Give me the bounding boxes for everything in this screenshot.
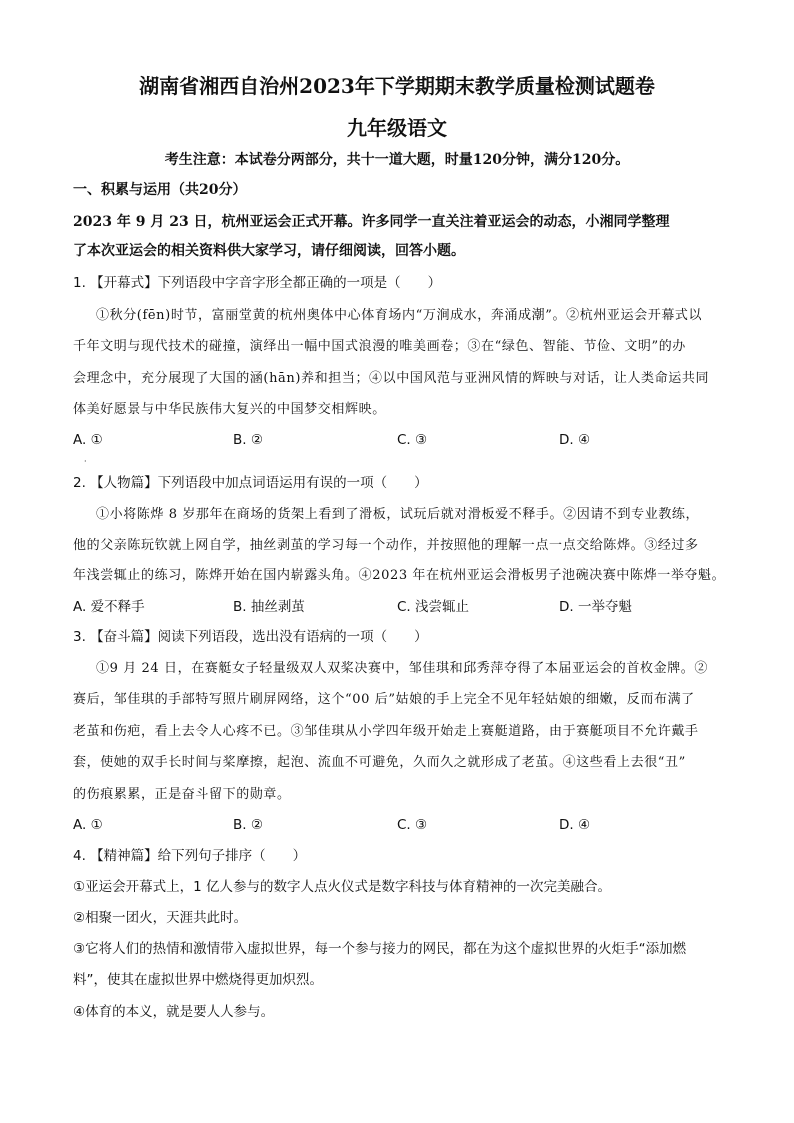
q1-options [73,430,733,450]
q1-passage-line: 会理念中，充分展现了大国的涵(hān)养和担当；④以中国风范与亚洲风情的辉映与对话，让人类命运共同 [73,371,710,386]
exam-title: 湖南省湘西自治州2023年下学期期末教学质量检测试题卷 [139,74,655,98]
q2-passage-line: 年浅尝辄止的练习，陈烨开始在国内崭露头角。④2023 年在杭州亚运会滑板男子池碗决赛中陈烨一举夺魁。 [73,568,726,583]
q4-sentence: 料”，使其在虚拟世界中燃烧得更加炽烈。 [73,972,323,988]
option-b: B. 抽丝剥茧 [233,599,305,615]
q3-passage-line: 套，使她的双手长时间与桨摩擦，起泡、流血不可避免，久而久之就形成了老茧。④这些看上去很“丑” [73,755,686,770]
q1-passage-line: 千年文明与现代技术的碰撞，演绎出一幅中国式浪漫的唯美画卷；③在“绿色、智能、节俭、文明”的办 [73,339,686,354]
option-a: A. 爱不释手 [73,599,145,615]
stray-dot: · [84,457,87,466]
q4-sentence: ③它将人们的热情和激情带入虚拟世界，每一个参与接力的网民，都在为这个虚拟世界的火炬手“添加燃 [73,941,687,957]
exam-notice: 考生注意：本试卷分两部分，共十一道大题，时量120分钟，满分120分。 [164,152,630,168]
exam-subtitle: 九年级语文 [347,116,447,140]
q4-sentence: ②相聚一团火，天涯共此时。 [73,910,248,926]
q3-passage-line: 老茧和伤疤，看上去令人心疼不已。③邹佳琪从小学四年级开始走上赛艇道路，由于赛艇项目不允许戴手 [73,724,699,739]
intro-line: 了本次亚运会的相关资料供大家学习，请仔细阅读，回答小题。 [73,243,465,259]
q2-passage-line: ①小将陈烨 8 岁那年在商场的货架上看到了滑板，试玩后就对滑板爱不释手。②因请不到专业教练， [96,507,700,522]
option-c: C. 浅尝辄止 [397,599,470,615]
option-d: D. ④ [559,817,591,833]
q4-sentence: ①亚运会开幕式上，1 亿人参与的数字人点火仪式是数字科技与体育精神的一次完美融合。 [73,879,611,895]
intro-line: 2023 年 9 月 23 日，杭州亚运会正式开幕。许多同学一直关注着亚运会的动态，小湘同学整理 [73,214,670,230]
option-a: A. ① [73,817,103,833]
option-d: D. ④ [559,432,591,448]
q2-options [73,597,733,617]
option-c: C. ③ [397,432,428,448]
option-a: A. ① [73,432,103,448]
option-b: B. ② [233,817,263,833]
question-1-stem: 1. 【开幕式】下列语段中字音字形全都正确的一项是（ ） [73,275,442,291]
question-2-stem: 2. 【人物篇】下列语段中加点词语运用有误的一项（ ） [73,475,428,491]
q4-sentence: ④体育的本义，就是要人人参与。 [73,1004,275,1020]
q3-options [73,815,733,835]
section-heading: 一、积累与运用（共20分） [73,182,247,198]
option-b: B. ② [233,432,263,448]
q1-passage-line: ①秋分(fēn)时节，富丽堂黄的杭州奥体中心体育场内“万涧成水，奔涌成潮”。②杭州亚运会开幕式以 [96,308,703,323]
question-3-stem: 3. 【奋斗篇】阅读下列语段，选出没有语病的一项（ ） [73,629,428,645]
q3-passage-line: ①9 月 24 日，在赛艇女子轻量级双人双桨决赛中，邹佳琪和邱秀萍夺得了本届亚运会的首枚金牌。② [96,661,709,676]
option-c: C. ③ [397,817,428,833]
question-4-stem: 4. 【精神篇】给下列句子排序（ ） [73,848,307,864]
q3-passage-line: 的伤痕累累，正是奋斗留下的勋章。 [73,787,291,802]
option-d: D. 一举夺魁 [559,599,632,615]
q1-passage-line: 体美好愿景与中华民族伟大复兴的中国梦交相辉映。 [73,402,386,417]
q2-passage-line: 他的父亲陈玩钦就上网自学，抽丝剥茧的学习每一个动作，并按照他的理解一点一点交给陈烨。③经过多 [73,538,699,553]
q3-passage-line: 赛后，邹佳琪的手部特写照片刷屏网络，这个“00 后”姑娘的手上完全不见年轻姑娘的细嫩，反而布满了 [73,692,695,707]
